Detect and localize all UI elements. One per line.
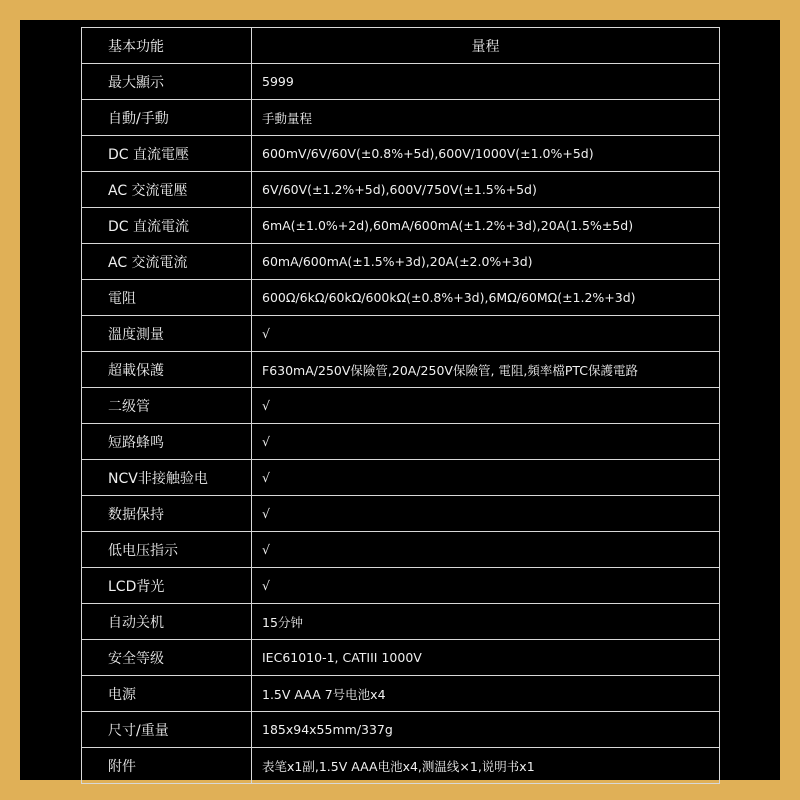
spec-value-cell: 15分钟 <box>252 604 720 640</box>
table-row <box>82 100 720 136</box>
table-row <box>82 532 720 568</box>
feature-cell: 最大顯示 <box>82 64 252 100</box>
table-row <box>82 604 720 640</box>
table-row <box>82 244 720 280</box>
table-row <box>82 424 720 460</box>
spec-value-cell: 表笔x1副,1.5V AAA电池x4,测温线×1,说明书x1 <box>252 748 720 784</box>
table-row <box>82 640 720 676</box>
feature-cell: 超載保護 <box>82 352 252 388</box>
feature-cell: 自动关机 <box>82 604 252 640</box>
spec-value-cell: √ <box>252 388 720 424</box>
spec-value-cell: IEC61010-1, CATIII 1000V <box>252 640 720 676</box>
feature-cell: 電阻 <box>82 280 252 316</box>
feature-cell: 安全等级 <box>82 640 252 676</box>
table-header-row <box>82 28 720 64</box>
spec-value-cell: √ <box>252 568 720 604</box>
feature-cell: 二级管 <box>82 388 252 424</box>
table-row <box>82 496 720 532</box>
table-row <box>82 676 720 712</box>
spec-value-cell: 60mA/600mA(±1.5%+3d),20A(±2.0%+3d) <box>252 244 720 280</box>
spec-table <box>81 27 720 784</box>
header-range-cell: 量程 <box>252 28 720 64</box>
table-row <box>82 136 720 172</box>
spec-value-cell: √ <box>252 424 720 460</box>
table-row <box>82 352 720 388</box>
feature-cell: DC 直流電壓 <box>82 136 252 172</box>
feature-cell: NCV非接触验电 <box>82 460 252 496</box>
spec-panel <box>20 20 780 780</box>
feature-cell: 溫度測量 <box>82 316 252 352</box>
feature-cell: 数据保持 <box>82 496 252 532</box>
feature-cell: 附件 <box>82 748 252 784</box>
feature-cell: AC 交流電流 <box>82 244 252 280</box>
table-row <box>82 388 720 424</box>
feature-cell: 短路蜂鸣 <box>82 424 252 460</box>
spec-table-body <box>82 28 720 784</box>
spec-value-cell: F630mA/250V保險管,20A/250V保險管, 電阻,頻率檔PTC保護電路 <box>252 352 720 388</box>
spec-value-cell: 6mA(±1.0%+2d),60mA/600mA(±1.2%+3d),20A(1.5%±5d) <box>252 208 720 244</box>
spec-value-cell: √ <box>252 460 720 496</box>
feature-cell: 电源 <box>82 676 252 712</box>
spec-value-cell: 185x94x55mm/337g <box>252 712 720 748</box>
feature-cell: LCD背光 <box>82 568 252 604</box>
feature-cell: 尺寸/重量 <box>82 712 252 748</box>
feature-cell: DC 直流電流 <box>82 208 252 244</box>
table-row <box>82 64 720 100</box>
spec-value-cell: 6V/60V(±1.2%+5d),600V/750V(±1.5%+5d) <box>252 172 720 208</box>
spec-value-cell: 600Ω/6kΩ/60kΩ/600kΩ(±0.8%+3d),6MΩ/60MΩ(±1.2%+3d) <box>252 280 720 316</box>
feature-cell: 低电压指示 <box>82 532 252 568</box>
spec-value-cell: √ <box>252 496 720 532</box>
spec-value-cell: 1.5V AAA 7号电池x4 <box>252 676 720 712</box>
spec-value-cell: 5999 <box>252 64 720 100</box>
table-row <box>82 316 720 352</box>
spec-value-cell: 手動量程 <box>252 100 720 136</box>
header-feature-cell: 基本功能 <box>82 28 252 64</box>
table-row <box>82 172 720 208</box>
table-row <box>82 712 720 748</box>
table-row <box>82 280 720 316</box>
feature-cell: 自動/手動 <box>82 100 252 136</box>
table-row <box>82 208 720 244</box>
spec-value-cell: √ <box>252 316 720 352</box>
spec-value-cell: 600mV/6V/60V(±0.8%+5d),600V/1000V(±1.0%+5d) <box>252 136 720 172</box>
table-row <box>82 748 720 784</box>
table-row <box>82 568 720 604</box>
spec-value-cell: √ <box>252 532 720 568</box>
feature-cell: AC 交流電壓 <box>82 172 252 208</box>
table-row <box>82 460 720 496</box>
